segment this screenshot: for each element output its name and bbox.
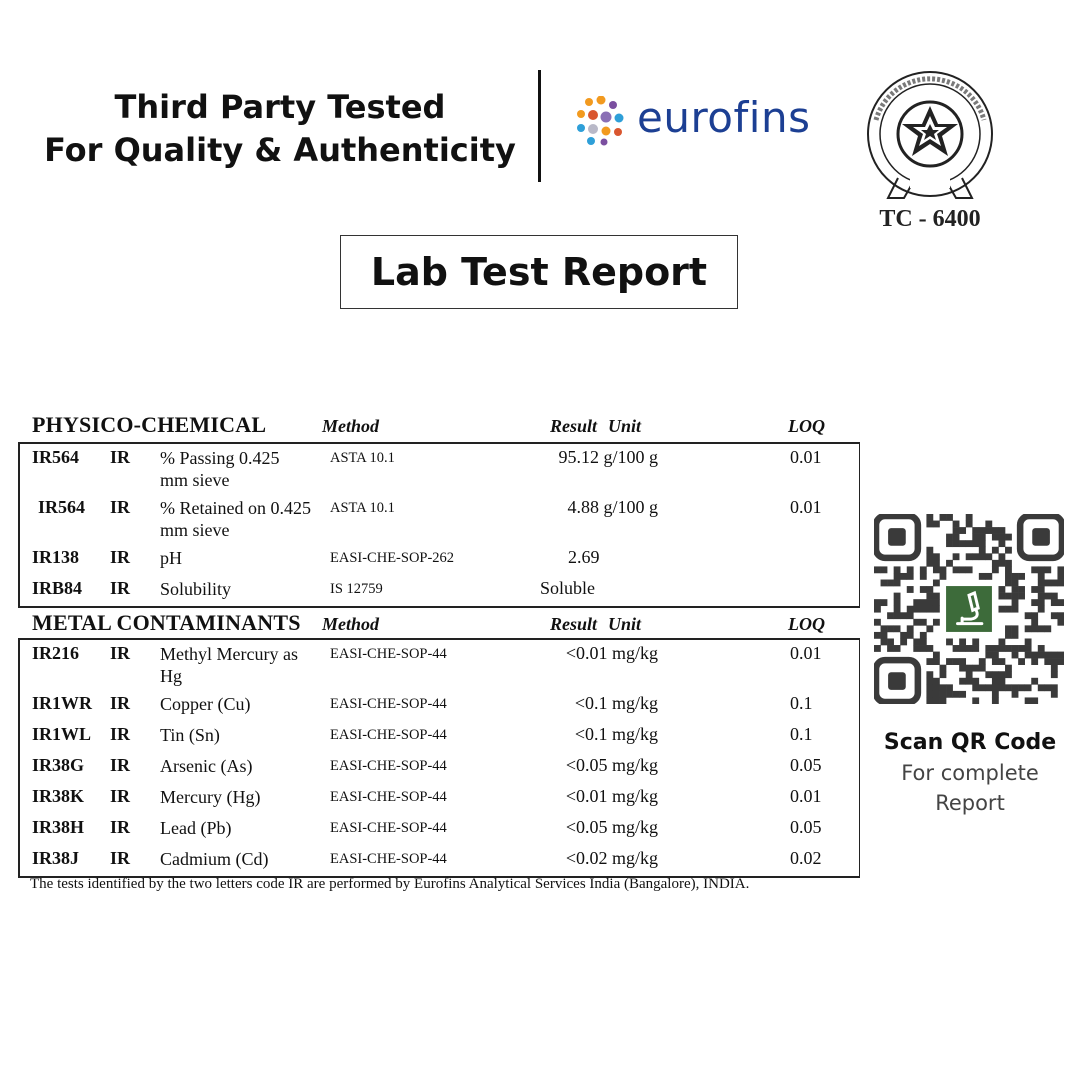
method: EASI-CHE-SOP-44 xyxy=(330,696,447,712)
result: <0.1 mg/kg xyxy=(574,693,658,713)
loq: 0.1 xyxy=(790,693,813,713)
parameter-line-2: mm sieve xyxy=(160,520,230,540)
lab-code: IR xyxy=(110,724,131,744)
accreditation-code: TC - 6400 xyxy=(879,206,981,232)
loq: 0.02 xyxy=(790,848,822,868)
lab-code: IR xyxy=(110,693,131,713)
result: <0.01 mg/kg xyxy=(565,643,658,663)
lab-code: IR xyxy=(110,643,131,663)
lab-code: IR xyxy=(110,447,131,467)
tagline xyxy=(40,86,520,172)
header-divider xyxy=(538,70,541,182)
result: 2.69 xyxy=(568,547,600,567)
method: EASI-CHE-SOP-44 xyxy=(330,646,447,662)
parameter: Copper (Cu) xyxy=(160,694,251,714)
parameter: Mercury (Hg) xyxy=(160,787,261,807)
table-row xyxy=(20,783,859,814)
method: EASI-CHE-SOP-44 xyxy=(330,758,447,774)
parameter-line-2: mm sieve xyxy=(160,470,230,490)
table-row xyxy=(20,544,859,575)
method: EASI-CHE-SOP-44 xyxy=(330,820,447,836)
loq: 0.01 xyxy=(790,643,822,663)
loq: 0.01 xyxy=(790,497,822,517)
method: EASI-CHE-SOP-262 xyxy=(330,550,455,566)
parameter-line-1: Methyl Mercury as xyxy=(160,644,298,664)
test-code: IR1WR xyxy=(32,693,93,713)
method: IS 12759 xyxy=(330,581,383,597)
eurofins-dots-icon xyxy=(575,96,631,146)
col-unit: Unit xyxy=(608,614,642,634)
result: <0.01 mg/kg xyxy=(565,786,658,806)
method: ASTA 10.1 xyxy=(330,500,395,516)
table-row xyxy=(20,444,859,494)
test-code: IR564 xyxy=(32,447,80,467)
col-unit: Unit xyxy=(608,416,642,436)
test-code: IR38J xyxy=(32,848,80,868)
parameter: Cadmium (Cd) xyxy=(160,849,269,869)
result: <0.02 mg/kg xyxy=(565,848,658,868)
method: EASI-CHE-SOP-44 xyxy=(330,789,447,805)
section-header-physico-chemical xyxy=(18,406,860,442)
report-title: Lab Test Report xyxy=(340,235,738,309)
col-method: Method xyxy=(322,416,380,436)
test-code: IR38H xyxy=(32,817,85,837)
qr-caption-line-2: For complete xyxy=(901,761,1039,785)
table-row xyxy=(20,752,859,783)
method: EASI-CHE-SOP-44 xyxy=(330,727,447,743)
parameter: Solubility xyxy=(160,579,232,599)
loq: 0.01 xyxy=(790,447,822,467)
test-code: IR38K xyxy=(32,786,85,806)
parameter xyxy=(160,497,330,541)
report-table xyxy=(18,406,860,878)
loq: 0.01 xyxy=(790,786,822,806)
lab-code: IR xyxy=(110,578,131,598)
table-row xyxy=(20,721,859,752)
tagline-line-1: Third Party Tested xyxy=(114,88,446,126)
parameter: Tin (Sn) xyxy=(160,725,220,745)
table-row xyxy=(20,690,859,721)
test-code: IR1WL xyxy=(32,724,92,744)
parameter xyxy=(160,643,330,687)
lab-code: IR xyxy=(110,497,131,517)
method: ASTA 10.1 xyxy=(330,450,395,466)
parameter-line-1: % Passing 0.425 xyxy=(160,448,280,468)
table-row xyxy=(20,640,859,690)
footnote: The tests identified by the two letters code IR are performed by Eurofins Analytical Services India (Bangalore), INDIA. xyxy=(30,876,750,892)
test-code: IRB84 xyxy=(32,578,83,598)
section-body-metal-contaminants xyxy=(18,638,860,878)
loq: 0.05 xyxy=(790,755,822,775)
col-loq: LOQ xyxy=(788,614,825,634)
section-header-metal-contaminants xyxy=(18,608,860,638)
result: 95.12 g/100 g xyxy=(558,447,658,467)
parameter: pH xyxy=(160,548,182,568)
result: <0.05 mg/kg xyxy=(565,817,658,837)
eurofins-logo xyxy=(575,93,835,146)
qr-caption xyxy=(860,728,1080,818)
lab-code: IR xyxy=(110,547,131,567)
tagline-line-2: For Quality & Authenticity xyxy=(44,131,516,169)
section-title: PHYSICO-CHEMICAL xyxy=(32,412,267,437)
parameter-line-2: Hg xyxy=(160,666,182,686)
qr-caption-title: Scan QR Code xyxy=(883,730,1057,755)
section-title: METAL CONTAMINANTS xyxy=(32,610,301,635)
result: <0.05 mg/kg xyxy=(565,755,658,775)
test-code: IR564 xyxy=(38,497,86,517)
method: EASI-CHE-SOP-44 xyxy=(330,851,447,867)
test-code: IR216 xyxy=(32,643,80,663)
qr-code-icon[interactable] xyxy=(874,514,1064,704)
col-result: Result xyxy=(550,614,598,634)
result: 4.88 g/100 g xyxy=(567,497,658,517)
lab-code: IR xyxy=(110,755,131,775)
table-row xyxy=(20,494,859,544)
parameter: Arsenic (As) xyxy=(160,756,253,776)
test-code: IR138 xyxy=(32,547,80,567)
parameter-line-1: % Retained on 0.425 xyxy=(160,498,311,518)
table-row xyxy=(20,575,859,606)
qr-caption-line-3: Report xyxy=(935,791,1005,815)
result: Soluble xyxy=(540,578,596,598)
table-row xyxy=(20,845,859,876)
col-result: Result xyxy=(550,416,598,436)
eurofins-wordmark: eurofins xyxy=(637,93,811,142)
loq: 0.1 xyxy=(790,724,813,744)
lab-code: IR xyxy=(110,817,131,837)
col-method: Method xyxy=(322,614,380,634)
section-body-physico-chemical xyxy=(18,442,860,608)
result: <0.1 mg/kg xyxy=(574,724,658,744)
parameter xyxy=(160,447,330,491)
table-row xyxy=(20,814,859,845)
loq: 0.05 xyxy=(790,817,822,837)
lab-code: IR xyxy=(110,786,131,806)
lab-code: IR xyxy=(110,848,131,868)
accreditation-seal-icon xyxy=(858,70,1002,214)
parameter: Lead (Pb) xyxy=(160,818,232,838)
col-loq: LOQ xyxy=(788,416,825,436)
test-code: IR38G xyxy=(32,755,85,775)
